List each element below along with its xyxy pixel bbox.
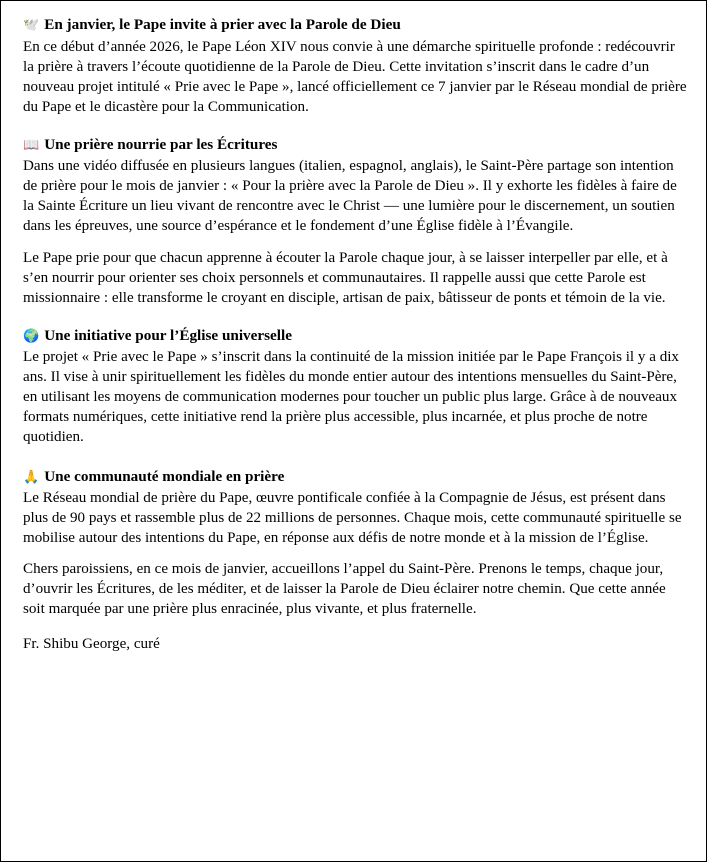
section-heading-text: Une communauté mondiale en prière: [44, 467, 285, 485]
section-initiative-universal-church: [23, 326, 688, 448]
spacer: [23, 548, 688, 559]
section-heading: [23, 15, 688, 36]
paragraph: Le Réseau mondial de prière du Pape, œuvre pontificale confiée à la Compagnie de Jésus, est présent dans plus de 90 pays et rassemble plus de 22 millions de personnes. Chaque mois, cette communauté spirituelle se mobilise autour des intentions du Pape, en réponse aux défis de notre monde et à la mission de l’Église.: [23, 490, 682, 547]
paragraph: Le projet « Prie avec le Pape » s’inscrit dans la continuité de la mission initiée par le Pape François il y a dix ans. Il vise à unir spirituellement les fidèles du monde entier autour des intentions mensuelles du Saint-Père, en utilisant les moyens de communication modernes pour toucher un public plus large. Grâce à de nouveaux formats numériques, cette initiative rend la prière plus accessible, plus incarnée, et plus proche de notre quotidien.: [23, 349, 679, 446]
open-book-icon: 📖: [23, 137, 40, 153]
praying-hands-icon: 🙏: [23, 469, 40, 485]
spacer: [23, 312, 688, 326]
dove-icon: 🕊️: [23, 18, 40, 33]
section-heading: [23, 467, 688, 488]
globe-icon: 🌍: [23, 328, 40, 344]
section-global-praying-community: [23, 467, 688, 620]
signature: Fr. Shibu George, curé: [23, 636, 160, 653]
section-heading: [23, 135, 688, 156]
section-heading-text: Une initiative pour l’Église universelle: [44, 326, 292, 344]
spacer: [23, 452, 688, 467]
spacer: [23, 237, 688, 248]
spacer: [23, 121, 688, 135]
section-heading: [23, 326, 688, 347]
paragraph: Chers paroissiens, en ce mois de janvier, accueillons l’appel du Saint-Père. Prenons le temps, chaque jour, d’ouvrir les Écritures, de les méditer, et de laisser la Parole de Dieu éclairer notre chemin. Que cette année soit marquée par une prière plus enracinée, plus vivante, et plus fraternelle.: [23, 561, 666, 618]
section-january-pope-invitation: [23, 15, 688, 117]
section-heading-text: En janvier, le Pape invite à prier avec la Parole de Dieu: [44, 16, 401, 33]
section-prayer-nourished-by-scriptures: [23, 135, 688, 308]
spacer: [23, 623, 688, 634]
paragraph: En ce début d’année 2026, le Pape Léon XIV nous convie à une démarche spirituelle profonde : redécouvrir la prière à travers l’écoute quotidienne de la Parole de Dieu. Cette invitation s’inscrit dans le cadre d’un nouveau projet intitulé « Prie avec le Pape », lancé officiellement ce 7 janvier par le Réseau mondial de prière du Pape et le dicastère pour la Communication.: [23, 38, 687, 115]
paragraph: Le Pape prie pour que chacun apprenne à écouter la Parole chaque jour, à se laisser interpeller par elle, et à s’en nourrir pour orienter ses choix personnels et communautaires. Il rappelle aussi que cette Parole est missionnaire : elle transforme le croyant en disciple, artisan de paix, bâtisseur de ponts et témoin de la vie.: [23, 249, 668, 306]
section-heading-text: Une prière nourrie par les Écritures: [44, 135, 278, 153]
paragraph: Dans une vidéo diffusée en plusieurs langues (italien, espagnol, anglais), le Saint-Père partage son intention de prière pour le mois de janvier : « Pour la prière avec la Parole de Dieu ». Il y exhorte les fidèles à faire de la Sainte Écriture un lieu vivant de rencontre avec le Christ — une lumière pour le discernement, un soutien dans les épreuves, une source d’espérance et le fondement d’une Église fidèle à l’Évangile.: [23, 158, 677, 235]
